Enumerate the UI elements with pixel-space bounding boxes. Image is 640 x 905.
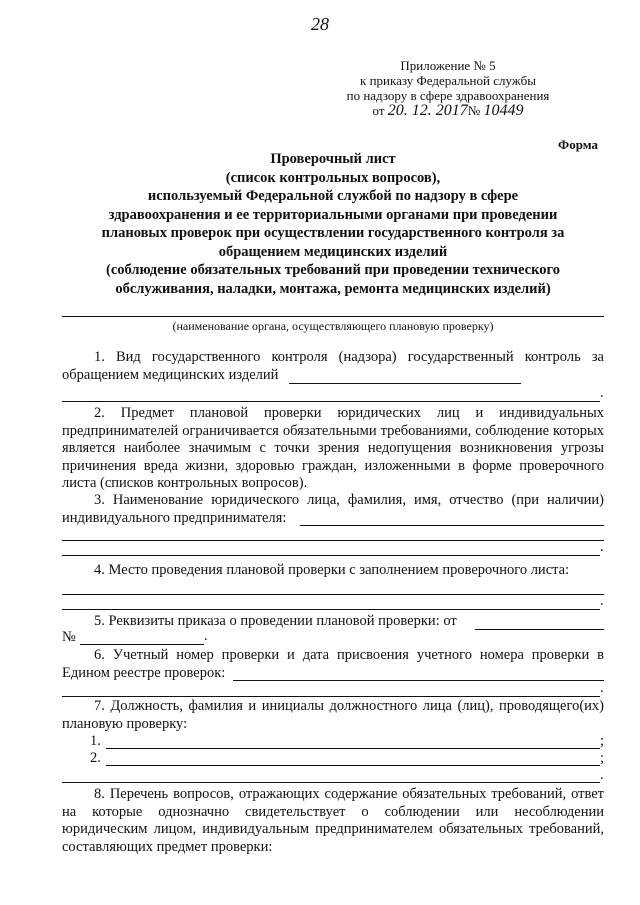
title-line: (список контрольных вопросов),: [225, 169, 441, 186]
inspector-2-label: 2.: [90, 750, 101, 766]
period-mark: .: [204, 628, 208, 644]
inspection-place-field-2[interactable]: [62, 609, 600, 610]
title-line: здравоохранения и ее территориальными органами при проведении: [108, 206, 558, 223]
item-5-text: 5. Реквизиты приказа о проведении плановой проверки: от: [94, 613, 457, 629]
appendix-line-2: к приказу Федеральной службы: [360, 73, 536, 88]
registry-number-field-1[interactable]: [233, 680, 604, 681]
inspection-place-field-1[interactable]: [62, 594, 604, 595]
document-title: [62, 150, 604, 298]
appendix-block: [300, 58, 596, 118]
period-mark: .: [600, 385, 604, 401]
entity-name-field-3[interactable]: [62, 555, 600, 556]
item-1-text: 1. Вид государственного контроля (надзора) государственный контроль за обращением медицинских изделий: [62, 349, 604, 383]
control-type-field-extra[interactable]: [62, 401, 600, 402]
inspectors-extra-field[interactable]: [62, 782, 600, 783]
order-number: 10449: [483, 102, 524, 119]
appendix-line-3: по надзору в сфере здравоохранения: [346, 88, 550, 103]
organ-name-field[interactable]: [62, 316, 604, 317]
period-mark: .: [600, 767, 604, 783]
inspector-2-field[interactable]: [106, 765, 600, 766]
title-line: обслуживания, наладки, монтажа, ремонта медицинских изделий): [115, 280, 551, 297]
item-7-text: 7. Должность, фамилия и инициалы должностного лица (лиц), проводящего(их) плановую проверку:: [62, 698, 604, 732]
period-mark: .: [600, 539, 604, 555]
appendix-line-1: Приложение № 5: [400, 58, 496, 73]
order-date: 20. 12. 2017: [387, 102, 468, 119]
date-prefix: от: [372, 103, 385, 118]
order-number-label: №: [62, 629, 76, 645]
item-3-text: 3. Наименование юридического лица, фамилия, имя, отчество (при наличии) индивидуального предпринимателя:: [62, 492, 604, 526]
page-number: 28: [311, 14, 329, 34]
title-line: обращением медицинских изделий: [218, 243, 448, 260]
semicolon-mark: ;: [600, 750, 605, 766]
title-line: плановых проверок при осуществлении государственного контроля за: [101, 225, 565, 241]
inspector-1-field[interactable]: [106, 748, 600, 749]
inspector-1-label: 1.: [90, 733, 101, 749]
order-date-field[interactable]: [475, 629, 604, 630]
control-type-field[interactable]: [289, 383, 521, 384]
entity-name-field-1[interactable]: [300, 525, 604, 526]
number-prefix: №: [467, 103, 481, 118]
item-2-text: 2. Предмет плановой проверки юридических лиц и индивидуальных предпринимателей ограничивается обязательными требованиями, соблюдение которых является наиболее значимым с точки зрения недопущения возникновения угрозы причинения вреда жизни, здоровью граждан, изложенными в форме проверочного листа (списков контрольных вопросов).: [62, 405, 604, 491]
organ-caption: (наименование органа, осуществляющего плановую проверку): [172, 319, 494, 333]
semicolon-mark: ;: [600, 733, 605, 749]
appendix-date-line: [300, 103, 596, 118]
item-6-text: 6. Учетный номер проверки и дата присвоения учетного номера проверки в Едином реестре проверок:: [62, 647, 604, 681]
title-line: (соблюдение обязательных требований при проведении технического: [105, 262, 561, 278]
period-mark: .: [600, 680, 604, 696]
entity-name-field-2[interactable]: [62, 540, 604, 541]
item-4-text: 4. Место проведения плановой проверки с заполнением проверочного листа:: [94, 562, 570, 578]
order-number-field[interactable]: [80, 644, 204, 645]
registry-number-field-2[interactable]: [62, 696, 600, 697]
title-line: Проверочный лист: [270, 151, 396, 167]
title-line: используемый Федеральной службой по надзору в сфере: [147, 188, 519, 204]
item-8-text: 8. Перечень вопросов, отражающих содержание обязательных требований, ответ на которые однозначно свидетельствует о соблюдении или несоблюдении юридическим лицом, индивидуальным предпринимателем обязательных требований, составляющих предмет проверки:: [62, 786, 604, 855]
period-mark: .: [600, 593, 604, 609]
form-label: Форма: [558, 137, 598, 152]
